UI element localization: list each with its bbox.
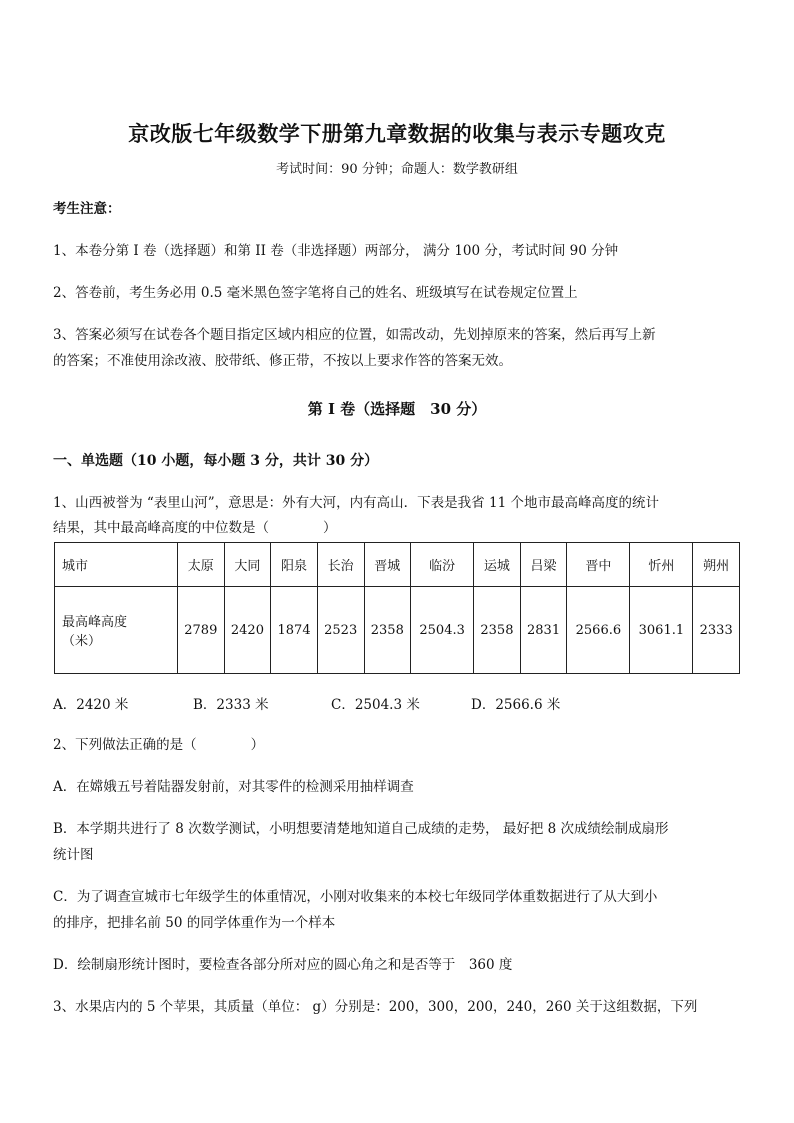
- height-table: [54, 542, 740, 674]
- q2-option-c-line-1: C．为了调查宣城市七年级学生的体重情况，小刚对收集来的本校七年级同学体重数据进行了从大到小: [53, 889, 658, 905]
- exam-info: 考试时间：90 分钟；命题人：数学教研组: [276, 162, 518, 177]
- q1-stem-line-1: 1、山西被誉为 “表里山河”，意思是：外有大河，内有高山．下表是我省 11 个地市最高峰高度的统计: [53, 495, 659, 511]
- city-cell: 忻州: [630, 543, 693, 587]
- q1-option-d: D．2566.6 米: [471, 697, 561, 713]
- row-header-city: 城市: [55, 543, 178, 587]
- city-cell: 长治: [317, 543, 364, 587]
- height-cell: 2358: [364, 587, 411, 674]
- height-cell: 2566.6: [567, 587, 630, 674]
- section-title: 第 I 卷（选择题 30 分）: [307, 400, 487, 418]
- q2-option-b-line-2: 统计图: [53, 847, 94, 863]
- height-cell: 1874: [271, 587, 318, 674]
- notice-item-1: 1、本卷分第 I 卷（选择题）和第 II 卷（非选择题）两部分， 满分 100 分，考试时间 90 分钟: [53, 243, 619, 259]
- city-cell: 运城: [474, 543, 521, 587]
- part-heading: 一、单选题（10 小题，每小题 3 分，共计 30 分）: [53, 453, 379, 469]
- height-cell: 2831: [520, 587, 567, 674]
- q2-stem: 2、下列做法正确的是（ ）: [53, 737, 265, 753]
- q3-stem-line-1: 3、水果店内的 5 个苹果，其质量（单位： g）分别是：200，300，200，240，260 关于这组数据，下列: [53, 999, 698, 1015]
- table-row: [55, 543, 740, 587]
- q1-option-b: B．2333 米: [193, 697, 269, 713]
- q1-stem-line-2: 结果，其中最高峰高度的中位数是（ ）: [53, 520, 337, 536]
- row-header-height-label: 最高峰高度: [62, 615, 128, 631]
- q1-option-a: A．2420 米: [53, 697, 129, 713]
- q2-option-c-line-2: 的排序，把排名前 50 的同学体重作为一个样本: [53, 915, 336, 931]
- q1-option-c: C．2504.3 米: [331, 697, 420, 713]
- q2-option-a: A．在嫦娥五号着陆器发射前，对其零件的检测采用抽样调查: [53, 779, 414, 795]
- row-header-height: [55, 587, 178, 674]
- q2-option-b-line-1: B．本学期共进行了 8 次数学测试，小明想要清楚地知道自己成绩的走势， 最好把 8 次成绩绘制成扇形: [53, 821, 669, 837]
- city-cell: 临汾: [411, 543, 474, 587]
- city-cell: 太原: [178, 543, 225, 587]
- city-cell: 阳泉: [271, 543, 318, 587]
- notice-item-2: 2、答卷前，考生务必用 0.5 毫米黑色签字笔将自己的姓名、班级填写在试卷规定位置上: [53, 285, 578, 301]
- height-cell: 2420: [224, 587, 271, 674]
- city-cell: 晋中: [567, 543, 630, 587]
- height-cell: 2523: [317, 587, 364, 674]
- row-header-height-unit: （米）: [62, 634, 102, 650]
- table-row: [55, 587, 740, 674]
- height-cell: 2358: [474, 587, 521, 674]
- city-cell: 晋城: [364, 543, 411, 587]
- q2-option-d: D．绘制扇形统计图时，要检查各部分所对应的圆心角之和是否等于 360 度: [53, 957, 513, 973]
- city-cell: 朔州: [693, 543, 740, 587]
- city-cell: 吕梁: [520, 543, 567, 587]
- height-cell: 3061.1: [630, 587, 693, 674]
- height-cell: 2333: [693, 587, 740, 674]
- notice-item-3-line-2: 的答案；不准使用涂改液、胶带纸、修正带，不按以上要求作答的答案无效。: [53, 353, 512, 369]
- height-cell: 2504.3: [411, 587, 474, 674]
- height-cell: 2789: [178, 587, 225, 674]
- city-cell: 大同: [224, 543, 271, 587]
- notice-heading: 考生注意：: [53, 201, 121, 217]
- q1-options: [53, 692, 560, 718]
- page-title: 京改版七年级数学下册第九章数据的收集与表示专题攻克: [128, 121, 666, 146]
- notice-item-3-line-1: 3、答案必须写在试卷各个题目指定区域内相应的位置，如需改动，先划掉原来的答案，然后再写上新: [53, 327, 656, 343]
